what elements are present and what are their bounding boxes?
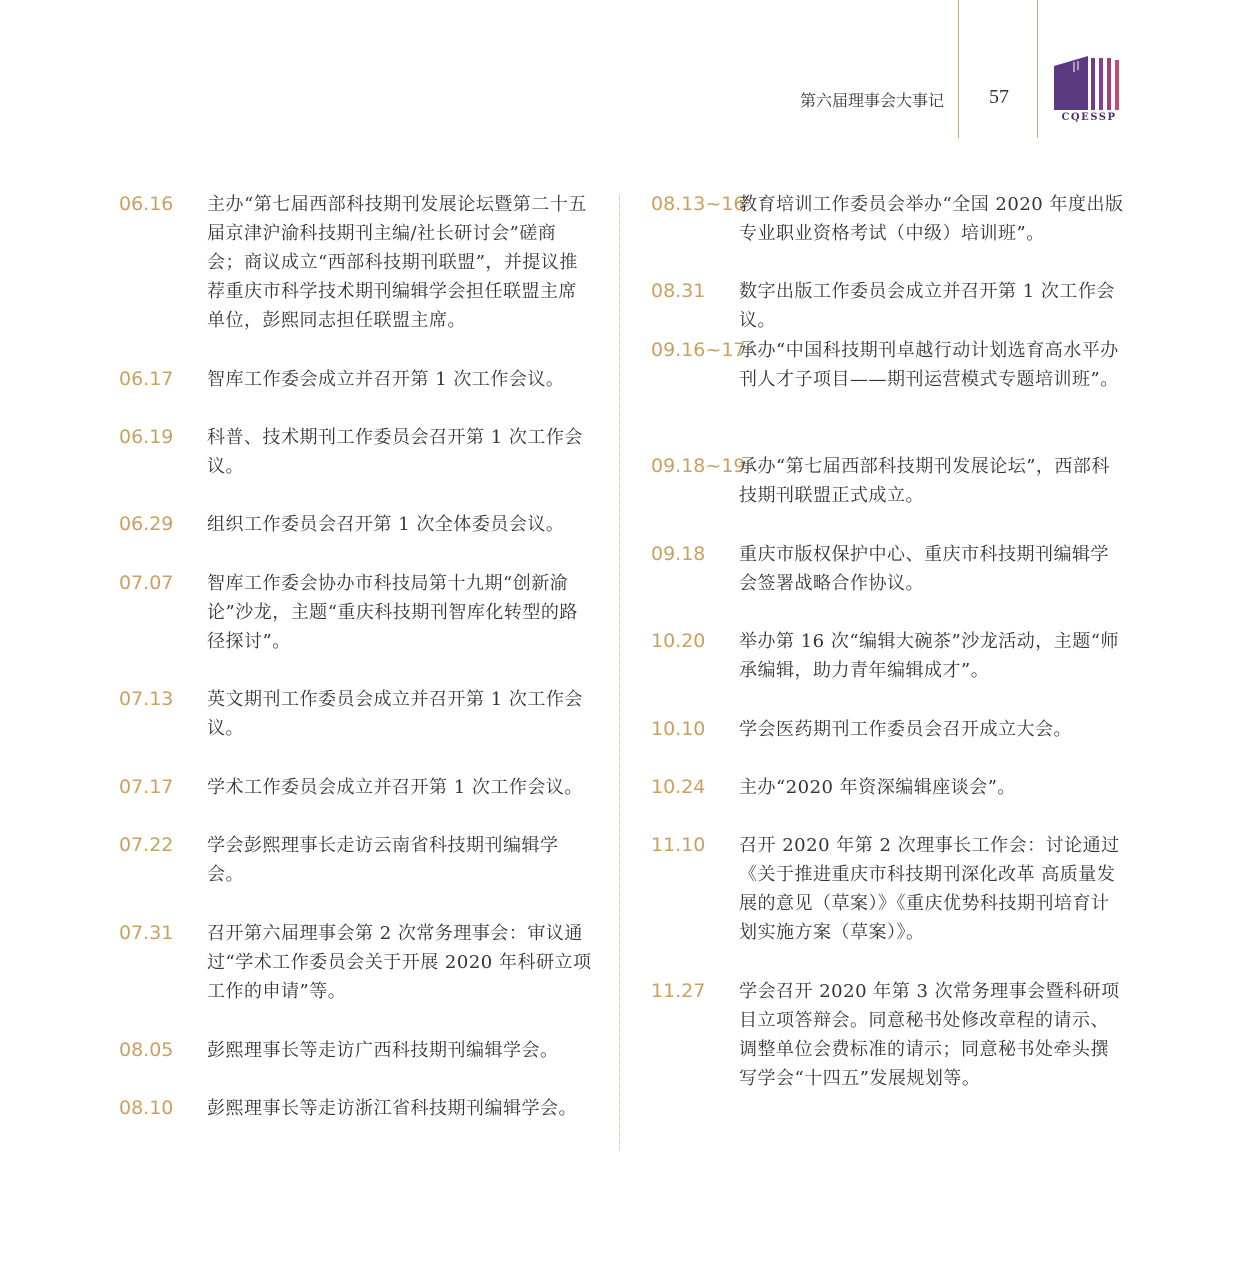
event-date: 10.24	[651, 776, 706, 798]
event-entry	[651, 715, 1125, 744]
event-entry	[651, 627, 1125, 685]
event-description: 彭熙理事长等走访浙江省科技期刊编辑学会。	[207, 1098, 577, 1119]
event-description: 教育培训工作委员会举办“全国 2020 年度出版专业职业资格考试（中级）培训班”。	[739, 194, 1124, 244]
event-description: 智库工作委会成立并召开第 1 次工作会议。	[207, 369, 565, 390]
event-description: 学会召开 2020 年第 3 次常务理事会暨科研项目立项答辩会。同意秘书处修改章程的请示、调整单位会费标准的请示；同意秘书处牵头撰写学会“十四五”发展规划等。	[739, 981, 1120, 1089]
event-entry	[119, 1094, 593, 1123]
event-description: 学会医药期刊工作委员会召开成立大会。	[739, 719, 1072, 740]
event-date: 09.18	[651, 543, 706, 565]
event-date: 06.16	[119, 193, 174, 215]
event-description: 主办“2020 年资深编辑座谈会”。	[739, 777, 1016, 798]
event-entry	[119, 365, 593, 394]
event-entry	[119, 831, 593, 889]
event-description: 组织工作委员会召开第 1 次全体委员会议。	[207, 514, 565, 535]
event-date: 11.10	[651, 834, 706, 856]
event-date: 07.07	[119, 572, 174, 594]
event-date: 10.10	[651, 718, 706, 740]
event-date: 08.31	[651, 280, 706, 302]
event-description: 智库工作委会协办市科技局第十九期“创新渝论”沙龙，主题“重庆科技期刊智库化转型的路径探讨”。	[207, 573, 578, 652]
page-number: 57	[989, 86, 1009, 108]
event-date: 11.27	[651, 980, 706, 1002]
event-entry	[119, 569, 593, 656]
event-entry	[651, 190, 1125, 248]
section-title: 第六届理事会大事记	[799, 91, 944, 110]
event-entry	[651, 773, 1125, 802]
event-description: 科普、技术期刊工作委员会召开第 1 次工作会议。	[207, 427, 583, 477]
event-entry	[119, 919, 593, 1006]
event-description: 主办“第七届西部科技期刊发展论坛暨第二十五届京津沪渝科技期刊主编/社长研讨会”磋商会；商议成立“西部科技期刊联盟”，并提议推荐重庆市科学技术期刊编辑学会担任联盟主席单位，彭熙同志担任联盟主席。	[207, 194, 587, 331]
header-divider-left	[958, 0, 959, 138]
event-description: 承办“第七届西部科技期刊发展论坛”，西部科技期刊联盟正式成立。	[739, 456, 1110, 506]
event-description: 学会彭熙理事长走访云南省科技期刊编辑学会。	[207, 835, 559, 885]
column-divider	[619, 195, 620, 1150]
event-entry	[651, 336, 1125, 394]
event-entry	[651, 540, 1125, 598]
header-divider-right	[1037, 0, 1038, 138]
cqessp-logo	[1052, 52, 1126, 128]
event-date: 09.16~17	[651, 339, 746, 361]
event-date: 07.22	[119, 834, 174, 856]
event-description: 学术工作委员会成立并召开第 1 次工作会议。	[207, 777, 583, 798]
event-description: 彭熙理事长等走访广西科技期刊编辑学会。	[207, 1040, 559, 1061]
event-entry	[651, 452, 1125, 510]
event-description: 召开 2020 年第 2 次理事长工作会：讨论通过《关于推进重庆市科技期刊深化改革 高质量发展的意见（草案）》《重庆优势科技期刊培育计划实施方案（草案）》。	[739, 835, 1120, 943]
event-description: 英文期刊工作委员会成立并召开第 1 次工作会议。	[207, 689, 583, 739]
event-entry	[651, 977, 1125, 1093]
event-entry	[119, 773, 593, 802]
event-entry	[119, 190, 593, 335]
event-date: 06.17	[119, 368, 174, 390]
event-date: 06.29	[119, 513, 174, 535]
event-date: 07.31	[119, 922, 174, 944]
event-date: 10.20	[651, 630, 706, 652]
event-date: 09.18~19	[651, 455, 746, 477]
event-entry	[119, 1036, 593, 1065]
event-entry	[119, 423, 593, 481]
event-entry	[651, 831, 1125, 947]
event-description: 承办“中国科技期刊卓越行动计划选育高水平办刊人才子项目——期刊运营模式专题培训班”。	[739, 340, 1119, 390]
event-entry	[119, 510, 593, 539]
event-description: 数字出版工作委员会成立并召开第 1 次工作会议。	[739, 281, 1115, 331]
event-date: 08.10	[119, 1097, 174, 1119]
event-date: 08.05	[119, 1039, 174, 1061]
event-date: 06.19	[119, 426, 174, 448]
event-date: 07.17	[119, 776, 174, 798]
event-description: 召开第六届理事会第 2 次常务理事会：审议通过“学术工作委员会关于开展 2020 年科研立项工作的申请”等。	[207, 923, 592, 1002]
event-description: 重庆市版权保护中心、重庆市科技期刊编辑学会签署战略合作协议。	[739, 544, 1109, 594]
logo-graphic-icon	[1052, 52, 1126, 112]
event-description: 举办第 16 次“编辑大碗茶”沙龙活动，主题“师承编辑，助力青年编辑成才”。	[739, 631, 1119, 681]
logo-text: CQESSP	[1061, 112, 1117, 123]
event-date: 07.13	[119, 688, 174, 710]
event-date: 08.13~16	[651, 193, 746, 215]
event-entry	[119, 685, 593, 743]
event-entry	[651, 277, 1125, 335]
